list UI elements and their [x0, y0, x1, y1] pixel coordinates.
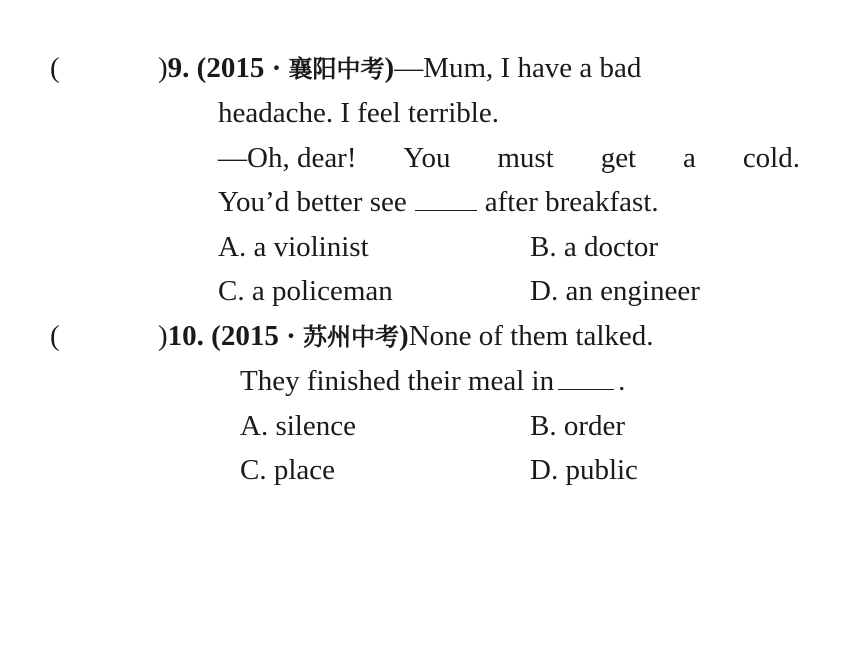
question-10-sentence-1: None of them talked.	[408, 320, 654, 352]
question-10-line-1	[158, 318, 654, 355]
question-9-line-2: headache. I feel terrible.	[218, 97, 499, 129]
question-9-source-place: 襄阳中考	[288, 55, 385, 83]
question-number-9: 9.	[167, 52, 190, 84]
question-number-10: 10.	[167, 320, 204, 352]
question-10-source: (2015 · 苏州中考)	[211, 320, 409, 352]
answer-paren-open-9: (	[50, 52, 60, 84]
answer-paren-open-10: (	[50, 320, 60, 352]
option-9-c[interactable]: C. a policeman	[218, 275, 393, 307]
question-10-line-2: They finished their meal in .	[240, 365, 626, 397]
answer-blank-10[interactable]	[558, 365, 614, 390]
question-9-source: (2015 · 襄阳中考)	[196, 52, 395, 84]
answer-blank-9[interactable]	[415, 186, 477, 211]
option-10-a[interactable]: A. silence	[240, 410, 356, 442]
question-9-dialogue-1: —Mum, I have a bad	[394, 52, 642, 84]
question-9-line-3: —Oh, dear! You must get a cold.	[218, 142, 800, 174]
option-10-d[interactable]: D. public	[530, 454, 638, 486]
question-10-source-place: 苏州中考	[303, 323, 400, 351]
answer-paren-close-10: )	[158, 320, 168, 352]
answer-paren-close-9: )	[158, 52, 168, 84]
option-9-a[interactable]: A. a violinist	[218, 231, 369, 263]
option-10-b[interactable]: B. order	[530, 410, 626, 442]
question-9-line-4: You’d better see after breakfast.	[218, 186, 659, 218]
option-10-c[interactable]: C. place	[240, 454, 336, 486]
option-9-b[interactable]: B. a doctor	[530, 231, 659, 263]
question-9-line-1	[158, 50, 641, 87]
option-9-d[interactable]: D. an engineer	[530, 275, 700, 307]
